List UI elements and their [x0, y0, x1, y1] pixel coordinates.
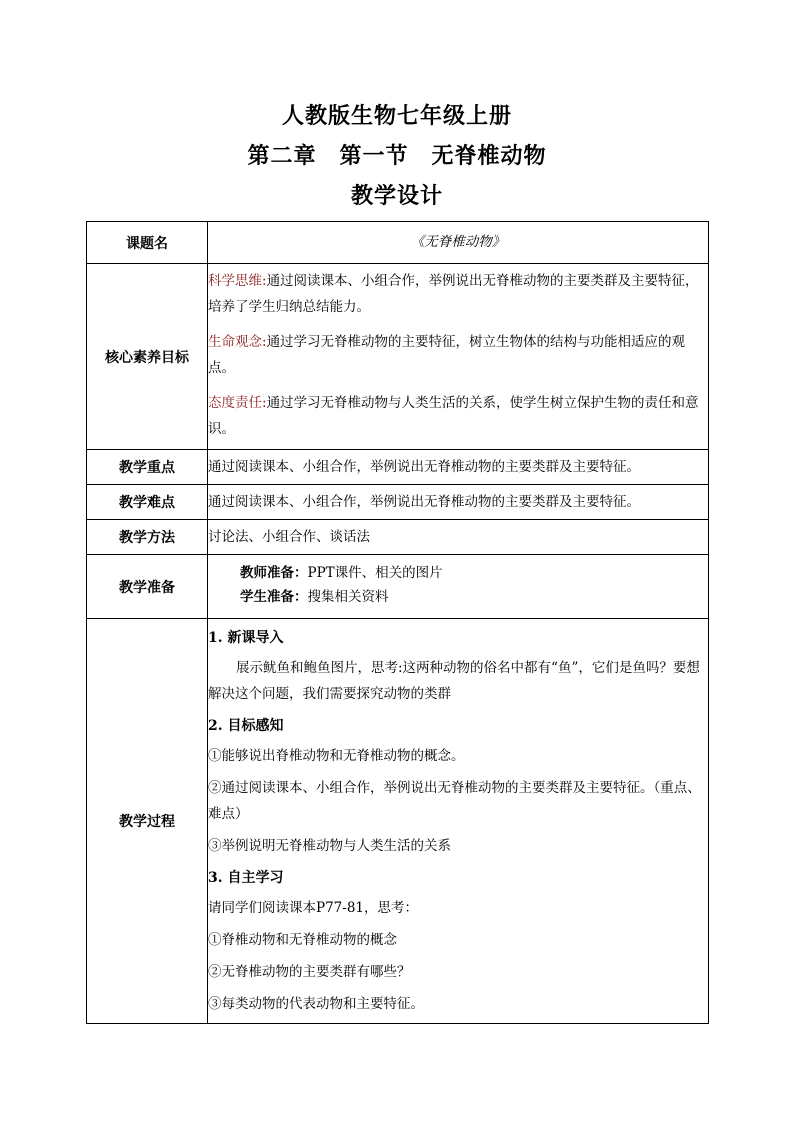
section-goals-title: 2. 目标感知	[208, 718, 284, 734]
row-difficult	[87, 485, 709, 520]
goal-text: 通过学习无脊椎动物与人类生活的关系，使学生树立保护生物的责任和意识。	[208, 395, 699, 437]
self-study-item: ②无脊椎动物的主要类群有哪些？	[208, 964, 411, 980]
goal-text: 通过学习无脊椎动物的主要特征，树立生物体的结构与功能相适应的观点。	[208, 334, 686, 376]
self-study-intro: 请同学们阅读课本P77-81，思考：	[208, 900, 419, 916]
goal-tag: 科学思维:	[208, 273, 267, 289]
goal-item	[208, 329, 708, 381]
self-study-item: ①脊椎动物和无脊椎动物的概念	[208, 932, 397, 948]
section-self-study-title: 3. 自主学习	[208, 870, 284, 886]
row-key	[87, 450, 709, 485]
topic-value: 《无脊椎动物》	[208, 222, 709, 264]
student-prep	[208, 585, 708, 609]
student-prep-tag: 学生准备：	[240, 589, 308, 605]
goal-text: 通过阅读课本、小组合作，举例说出无脊椎动物的主要类群及主要特征，培养了学生归纳总结能力。	[208, 273, 699, 315]
doc-title-chapter: 第二章 第一节 无脊椎动物	[247, 143, 547, 169]
teacher-prep-tag: 教师准备：	[240, 565, 308, 581]
lesson-plan-table	[86, 221, 709, 1024]
difficult-label: 教学难点	[87, 485, 208, 520]
section-intro-title: 1. 新课导入	[208, 630, 284, 646]
prep-value	[208, 555, 709, 619]
key-value: 通过阅读课本、小组合作，举例说出无脊椎动物的主要类群及主要特征。	[208, 450, 709, 485]
row-goals	[87, 264, 709, 450]
method-value: 讨论法、小组合作、谈话法	[208, 520, 709, 555]
process-value	[208, 619, 709, 1024]
key-label: 教学重点	[87, 450, 208, 485]
goal-list-item: ①能够说出脊椎动物和无脊椎动物的概念。	[208, 748, 465, 764]
goal-tag: 生命观念:	[208, 334, 267, 350]
goal-list-item: ②通过阅读课本、小组合作，举例说出无脊椎动物的主要类群及主要特征。（重点、难点）	[208, 780, 701, 822]
row-process	[87, 619, 709, 1024]
goal-list-item: ③举例说明无脊椎动物与人类生活的关系	[208, 838, 451, 854]
prep-label: 教学准备	[87, 555, 208, 619]
doc-title-textbook: 人教版生物七年级上册	[281, 103, 512, 129]
process-label: 教学过程	[87, 619, 208, 1024]
student-prep-value: 搜集相关资料	[307, 589, 389, 605]
goal-item	[208, 268, 708, 320]
goal-tag: 态度责任:	[208, 395, 267, 411]
method-label: 教学方法	[87, 520, 208, 555]
difficult-value: 通过阅读课本、小组合作，举例说出无脊椎动物的主要类群及主要特征。	[208, 485, 709, 520]
goals-label: 核心素养目标	[87, 264, 208, 450]
row-method	[87, 520, 709, 555]
document-header	[0, 96, 794, 216]
topic-label: 课题名	[87, 222, 208, 264]
goals-value	[208, 264, 709, 450]
teacher-prep-value: PPT课件、相关的图片	[307, 565, 443, 581]
teacher-prep	[208, 561, 708, 585]
row-topic	[87, 222, 709, 264]
self-study-item: ③每类动物的代表动物和主要特征。	[208, 996, 424, 1012]
goal-item	[208, 390, 708, 442]
row-prep	[87, 555, 709, 619]
doc-title-design: 教学设计	[350, 183, 443, 209]
section-intro-text: 展示鱿鱼和鲍鱼图片，思考:这两种动物的俗名中都有“鱼”，它们是鱼吗？要想解决这个问题，我们需要探究动物的类群	[208, 660, 700, 702]
